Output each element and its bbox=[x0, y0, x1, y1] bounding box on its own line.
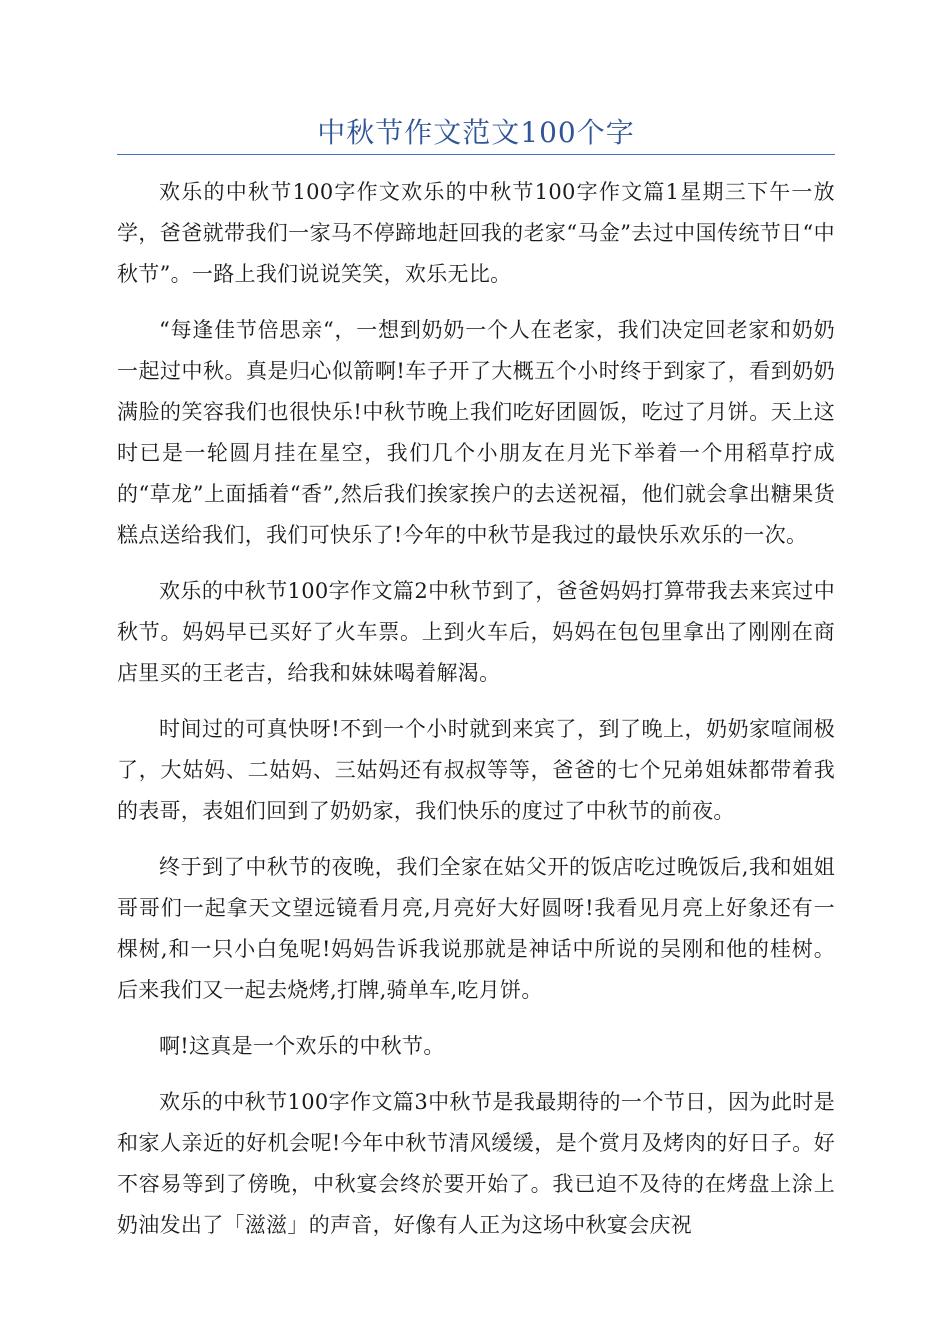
paragraph: 啊!这真是一个欢乐的中秋节。 bbox=[159, 1034, 445, 1058]
paragraph: 时间过的可真快呀!不到一个小时就到来宾了，到了晚上，奶奶家喧闹极了，大姑妈、二姑妈、三姑妈还有叔叔等等，爸爸的七个兄弟姐妹都带着我的表哥，表姐们回到了奶奶家，我们快乐的度过了中秋节的前夜。 bbox=[117, 717, 835, 823]
document-body bbox=[117, 172, 835, 1261]
paragraph: 欢乐的中秋节100字作文欢乐的中秋节100字作文篇1星期三下午一放学，爸爸就带我们一家马不停蹄地赶回我的老家“马金”去过中国传统节日“中秋节”。一路上我们说说笑笑，欢乐无比。 bbox=[117, 180, 835, 286]
paragraph: 欢乐的中秋节100字作文篇3中秋节是我最期待的一个节日，因为此时是和家人亲近的好机会呢!今年中秋节清风缓缓，是个赏月及烤肉的好日子。好不容易等到了傍晚，中秋宴会终於要开始了。我已迫不及待的在烤盘上涂上奶油发出了「滋滋」的声音，好像有人正为这场中秋宴会庆祝 bbox=[117, 1090, 835, 1237]
paragraph: “每逢佳节倍思亲“，一想到奶奶一个人在老家，我们决定回老家和奶奶一起过中秋。真是归心似箭啊!车子开了大概五个小时终于到家了，看到奶奶满脸的笑容我们也很快乐!中秋节晚上我们吃好团圆饭，吃过了月饼。天上这时已是一轮圆月挂在星空，我们几个小朋友在月光下举着一个用稻草拧成的“草龙”上面插着“香”,然后我们挨家挨户的去送祝福，他们就会拿出糖果货糕点送给我们，我们可快乐了!今年的中秋节是我过的最快乐欢乐的一次。 bbox=[117, 318, 835, 547]
document-title: 中秋节作文范文100个字 bbox=[317, 116, 635, 149]
paragraph: 欢乐的中秋节100字作文篇2中秋节到了，爸爸妈妈打算带我去来宾过中秋节。妈妈早已买好了火车票。上到火车后，妈妈在包包里拿出了刚刚在商店里买的王老吉，给我和妹妹喝着解渴。 bbox=[117, 579, 835, 685]
paragraph: 终于到了中秋节的夜晚，我们全家在姑父开的饭店吃过晚饭后,我和姐姐哥哥们一起拿天文望远镜看月亮,月亮好大好圆呀!我看见月亮上好象还有一棵树,和一只小白兔呢!妈妈告诉我说那就是神话中所说的吴刚和他的桂树。后来我们又一起去烧烤,打牌,骑单车,吃月饼。 bbox=[117, 855, 835, 1002]
title-underline bbox=[117, 154, 835, 155]
